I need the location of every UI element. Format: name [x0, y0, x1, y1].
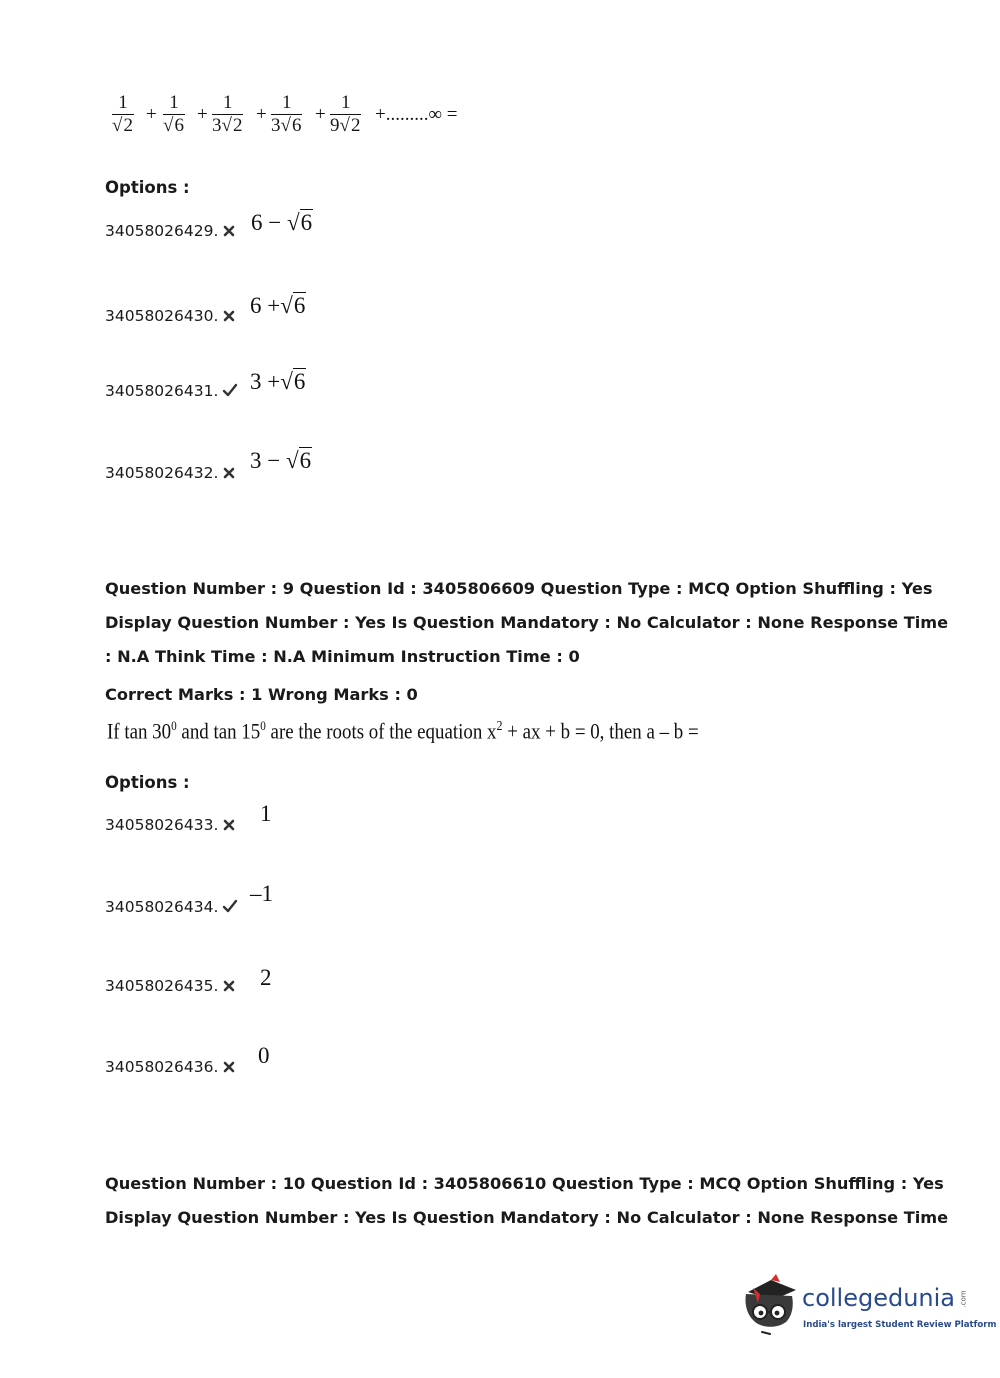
- plus-sign: +: [315, 104, 326, 125]
- cross-icon: [222, 223, 236, 242]
- question-meta: Question Number : 10 Question Id : 3405806610 Question Type : MCQ Option Shuffling : Yes: [105, 1174, 944, 1193]
- plus-sign: +: [197, 104, 208, 125]
- option-id: 34058026431.: [105, 382, 219, 400]
- option-id: 34058026436.: [105, 1058, 219, 1076]
- options-heading: Options :: [105, 178, 190, 197]
- series-term-1: $\frac{1}{√2}$: [112, 92, 133, 136]
- cross-icon: [222, 817, 236, 836]
- option-value: 2: [260, 965, 272, 990]
- mascot-icon: [740, 1270, 802, 1340]
- check-icon: [222, 898, 238, 917]
- option-value: 6 +√6: [250, 293, 306, 318]
- cross-icon: [222, 978, 236, 997]
- option-id: 34058026429.: [105, 222, 219, 240]
- question-meta: Display Question Number : Yes Is Question Mandatory : No Calculator : None Response Time: [105, 1208, 949, 1227]
- option-value: 3 − √6: [250, 448, 312, 473]
- option-value: 1: [260, 801, 272, 826]
- logo-suffix: .com: [959, 1290, 968, 1308]
- option-id: 34058026435.: [105, 977, 219, 995]
- series-term-3: $\frac{1}{3√2}$: [212, 92, 243, 136]
- series-term-5: $\frac{1}{9√2}$: [330, 92, 361, 136]
- option-value: 3 +√6: [250, 369, 306, 394]
- option-id: 34058026432.: [105, 464, 219, 482]
- cross-icon: [222, 308, 236, 327]
- plus-sign: +: [146, 104, 157, 125]
- option-value: 6 − √6: [251, 210, 313, 235]
- check-icon: [222, 382, 238, 401]
- cross-icon: [222, 465, 236, 484]
- cross-icon: [222, 1059, 236, 1078]
- option-value: 0: [258, 1043, 270, 1068]
- logo-wordmark: collegedunia .com: [802, 1284, 968, 1312]
- logo-tagline: India's largest Student Review Platform: [803, 1320, 997, 1330]
- series-term-2: $\frac{1}{√6}$: [163, 92, 184, 136]
- question-marks: Correct Marks : 1 Wrong Marks : 0: [105, 685, 418, 704]
- question-meta: : N.A Think Time : N.A Minimum Instruction Time : 0: [105, 647, 580, 666]
- question-meta: Display Question Number : Yes Is Question Mandatory : No Calculator : None Response Time: [105, 613, 949, 632]
- option-id: 34058026434.: [105, 898, 219, 916]
- plus-sign: +: [256, 104, 267, 125]
- question-meta: Question Number : 9 Question Id : 3405806609 Question Type : MCQ Option Shuffling : Yes: [105, 579, 933, 598]
- options-heading: Options :: [105, 773, 190, 792]
- option-id: 34058026433.: [105, 816, 219, 834]
- option-id: 34058026430.: [105, 307, 219, 325]
- collegedunia-logo: [740, 1270, 997, 1350]
- series-tail: +.........∞ =: [375, 104, 458, 125]
- option-value: –1: [250, 881, 273, 906]
- question-text: If $\tan 30^0$ and $\tan 15^0$ are the roots of the equation $x^2$ + ax + b = 0, then a – b =: [107, 718, 699, 744]
- series-term-4: $\frac{1}{3√6}$: [271, 92, 302, 136]
